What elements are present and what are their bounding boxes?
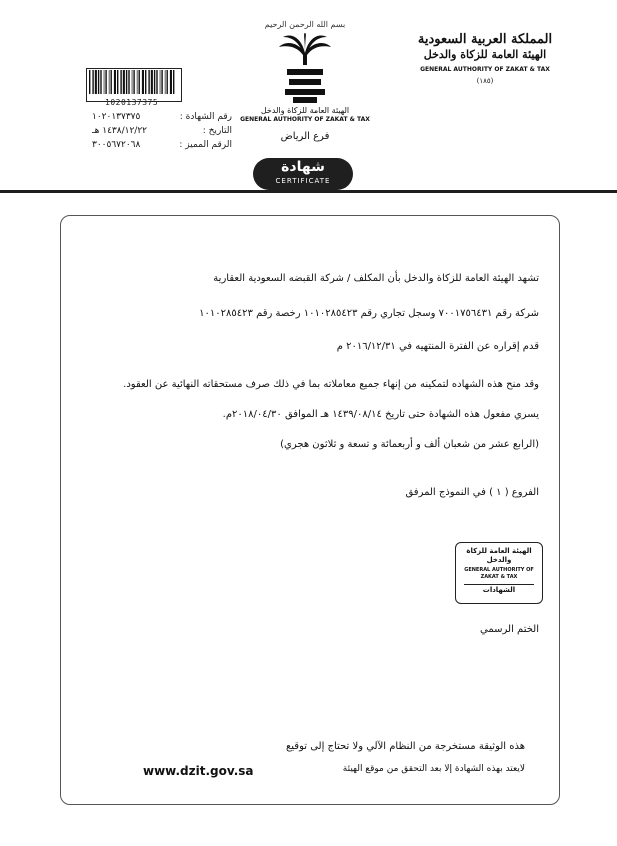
certificate-title-ar: شهادة xyxy=(281,159,325,175)
certificate-line-3: قدم إقراره عن الفترة المنتهيه في ٢٠١٦/١٢/٣١ م xyxy=(336,341,539,352)
meta-value: ١٤٣٨/١٢/٢٢ هـ xyxy=(92,126,147,136)
header-rule xyxy=(0,190,617,193)
barcode-bar xyxy=(104,70,105,94)
barcode-bar xyxy=(139,70,140,94)
basmala: بسم الله الرحمن الرحيم xyxy=(264,20,346,29)
barcode-bar xyxy=(142,70,144,94)
meta-value: ١٠٢٠١٣٧٣٧٥ xyxy=(92,112,141,122)
barcode-bar xyxy=(98,70,99,94)
center-logo-english: GENERAL AUTHORITY OF ZAKAT & TAX xyxy=(240,116,370,123)
barcode-bar xyxy=(89,70,90,94)
meta-label: رقم الشهادة : xyxy=(179,112,232,122)
certificate-line-1: تشهد الهيئة العامة للزكاة والدخل بأن المكلف / شركة القبضه السعودية العقارية xyxy=(213,273,539,284)
stamp-english: GENERAL AUTHORITY OF ZAKAT & TAX xyxy=(464,567,534,580)
barcode-bar xyxy=(109,70,110,94)
barcode-bar xyxy=(128,70,129,94)
certificate-title-en: CERTIFICATE xyxy=(275,177,331,185)
barcode-bar xyxy=(154,70,155,94)
authority-name-en: GENERAL AUTHORITY OF ZAKAT & TAX xyxy=(420,66,550,73)
footer-note-2: لايعتد بهذه الشهادة إلا بعد التحقق من موقع الهيئة xyxy=(342,764,525,774)
barcode-bar xyxy=(145,70,146,94)
barcode-bar xyxy=(161,70,162,94)
stamp-department: الشهادات xyxy=(464,584,534,594)
meta-row-cert-number xyxy=(92,110,232,124)
barcode-bar xyxy=(100,70,101,94)
certificate-line-6: (الرابع عشر من شعبان ألف و أربعمائة و تسعة و ثلاثون هجري) xyxy=(280,439,539,450)
meta-label: الرقم المميز : xyxy=(179,140,232,150)
meta-row-unique-number xyxy=(92,138,232,152)
barcode-bar xyxy=(170,70,172,94)
barcode-number: 1020137375 xyxy=(105,98,159,107)
barcode-bar xyxy=(133,70,134,94)
barcode-bar xyxy=(95,70,97,94)
verification-url[interactable]: www.dzit.gov.sa xyxy=(143,764,254,778)
barcode-bar xyxy=(114,70,116,94)
barcode-bar xyxy=(137,70,138,94)
barcode-bar xyxy=(151,70,153,94)
barcode-bar xyxy=(105,70,106,94)
barcode-bar xyxy=(156,70,157,94)
certificate-line-5: يسري مفعول هذه الشهادة حتى تاريخ ١٤٣٩/٠٨/١٤ هـ الموافق ٢٠١٨/٠٤/٣٠م. xyxy=(222,409,539,420)
authority-name: الهيئة العامة للزكاة والدخل xyxy=(423,48,547,61)
barcode-bar xyxy=(123,70,125,94)
certificate-frame xyxy=(60,215,560,805)
certificate-banner xyxy=(253,158,353,190)
certificate-line-4: وقد منح هذه الشهاده لتمكينه من إنهاء جميع معاملاته بما في ذلك صرف مستحقاته النهائية عن العقود. xyxy=(123,379,539,390)
certificate-meta xyxy=(92,110,232,152)
certificate-line-7: الفروع ( ١ ) في النموذج المرفق xyxy=(405,487,539,498)
meta-row-date xyxy=(92,124,232,138)
barcode-bar xyxy=(117,70,118,94)
barcode-bar xyxy=(167,70,168,94)
official-seal-label: الختم الرسمي xyxy=(480,624,539,635)
form-number: (١٨٥) xyxy=(476,77,494,85)
center-logo-arabic: الهيئة العامة للزكاة والدخل xyxy=(260,106,350,115)
barcode xyxy=(86,68,182,102)
branch-label: فرع الرياض xyxy=(280,131,330,142)
meta-value: ٣٠٠٥٦٧٢٠٦٨ xyxy=(92,140,141,150)
barcode-bar xyxy=(173,70,174,94)
barcode-bar xyxy=(165,70,166,94)
right-logo xyxy=(410,32,560,85)
meta-label: التاريخ : xyxy=(202,126,232,136)
barcode-bar xyxy=(148,70,149,94)
barcode-bar xyxy=(160,70,161,94)
stamp-arabic: الهيئة العامة للزكاة والدخل xyxy=(466,547,532,564)
certificate-line-2: شركة رقم ٧٠٠١٧٥٦٤٣١ وسجل تجاري رقم ١٠١٠٢٨٥٤٢٣ رخصة رقم ١٠١٠٢٨٥٤٢٣ xyxy=(199,308,539,319)
kingdom-name: المملكة العربية السعودية xyxy=(417,32,553,47)
barcode-bar xyxy=(126,70,127,94)
barcode-bar xyxy=(111,70,112,94)
footer-note-1: هذه الوثيقة مستخرجة من النظام الآلي ولا تحتاج إلى توقيع xyxy=(285,741,525,752)
palm-logo-icon xyxy=(275,33,335,105)
barcode-bar xyxy=(120,70,121,94)
barcode-bar xyxy=(92,70,93,94)
official-stamp xyxy=(455,542,543,604)
barcode-bar xyxy=(132,70,133,94)
